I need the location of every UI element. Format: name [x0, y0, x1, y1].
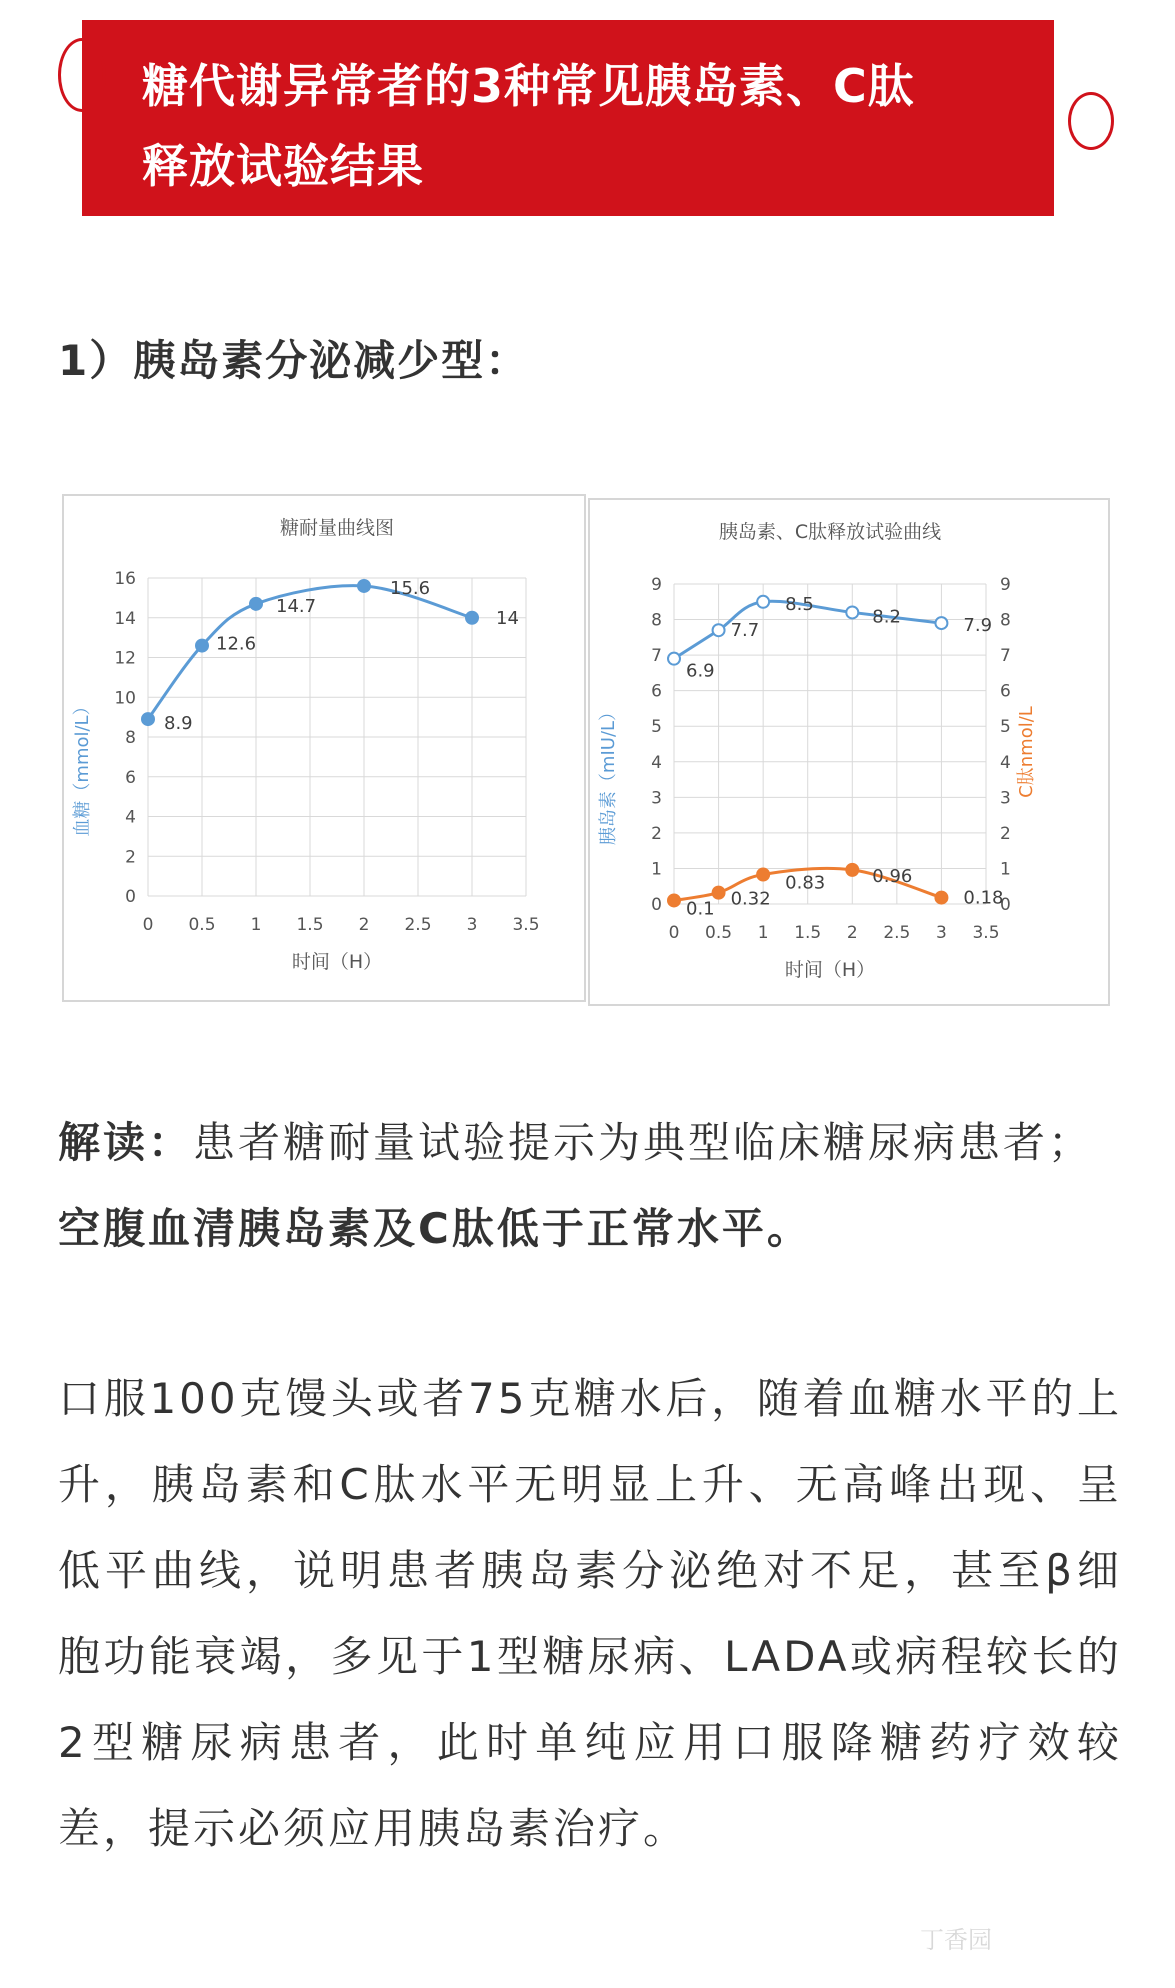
data-point — [250, 598, 262, 610]
y-tick-label: 1 — [651, 859, 662, 880]
y-tick-label: 4 — [651, 752, 662, 773]
y2-tick-label: 8 — [1000, 610, 1011, 631]
x-axis-label: 时间（H） — [291, 951, 383, 973]
data-point — [713, 624, 725, 636]
data-label: 0.96 — [872, 865, 913, 887]
y-tick-label: 6 — [125, 767, 136, 788]
y2-tick-label: 5 — [1000, 717, 1011, 738]
y-axis-label: 血糖（mmol/L） — [72, 697, 93, 837]
interpretation-text: 患者糖耐量试验提示为典型临床糖尿病患者； — [193, 1118, 1094, 1167]
y-tick-label: 8 — [651, 610, 662, 631]
y-tick-label: 16 — [114, 569, 136, 589]
data-point — [466, 612, 478, 624]
y-tick-label: 2 — [125, 847, 136, 868]
data-label: 0.32 — [730, 888, 771, 910]
data-label: 12.6 — [216, 633, 257, 655]
data-point — [668, 894, 680, 906]
section-heading: 1）胰岛素分泌减少型： — [58, 336, 530, 385]
y-tick-label: 2 — [651, 823, 662, 844]
x-tick-label: 0 — [142, 915, 154, 935]
y-tick-label: 10 — [114, 688, 136, 709]
data-label: 15.6 — [390, 577, 431, 599]
x-tick-label: 3.5 — [972, 923, 1000, 943]
y-tick-label: 8 — [125, 728, 136, 748]
x-tick-label: 0 — [668, 923, 680, 943]
data-point — [196, 640, 208, 652]
data-point — [846, 864, 858, 876]
data-label: 8.5 — [785, 593, 814, 615]
explanation-paragraph: 口服100克馒头或者75克糖水后，随着血糖水平的上升，胰岛素和C肽水平无明显上升、无高峰出现、呈低平曲线，说明患者胰岛素分泌绝对不足，甚至β细胞功能衰竭，多见于1型糖尿病、LADA或病程较长的2型糖尿病患者，此时单纯应用口服降糖药疗效较差，提示必须应用胰岛素治疗。 — [58, 1374, 1122, 1853]
y-axis-label: 胰岛素（mIU/L） — [598, 702, 619, 846]
x-tick-label: 2 — [846, 923, 858, 943]
y-tick-label: 12 — [114, 648, 136, 669]
x-tick-label: 2.5 — [404, 915, 432, 935]
y2-tick-label: 1 — [1000, 859, 1011, 880]
y2-tick-label: 7 — [1000, 646, 1011, 667]
y2-axis-label: C肽nmol/L — [1016, 706, 1037, 798]
banner-title-line2: 释放试验结果 — [142, 139, 424, 193]
x-tick-label: 1.5 — [296, 915, 324, 935]
data-label: 14.7 — [276, 595, 317, 617]
interpretation-label: 解读： — [58, 1118, 194, 1167]
data-point — [142, 713, 154, 725]
data-label: 0.1 — [686, 898, 715, 920]
data-point — [757, 868, 769, 880]
y2-tick-label: 0 — [1000, 895, 1011, 915]
glucose-chart-svg — [64, 496, 588, 1004]
interpretation-paragraph — [58, 1100, 1122, 1272]
decorative-ring-right — [1068, 92, 1114, 150]
y-tick-label: 3 — [651, 788, 662, 809]
x-tick-label: 2.5 — [883, 923, 911, 943]
x-tick-label: 3.5 — [512, 915, 540, 935]
y-tick-label: 0 — [651, 895, 662, 915]
y-tick-label: 0 — [125, 887, 136, 907]
data-label: 8.2 — [872, 606, 901, 628]
insulin-chart-svg — [590, 500, 1112, 1008]
x-tick-label: 0.5 — [705, 923, 733, 943]
x-tick-label: 1.5 — [794, 923, 822, 943]
x-tick-label: 3 — [466, 915, 478, 935]
y2-tick-label: 9 — [1000, 575, 1011, 595]
insulin-cpeptide-chart — [588, 498, 1110, 1006]
data-point — [935, 617, 947, 629]
y2-tick-label: 4 — [1000, 752, 1011, 773]
y2-tick-label: 2 — [1000, 823, 1011, 844]
data-label: 0.83 — [785, 872, 826, 894]
data-point — [713, 887, 725, 899]
glucose-tolerance-chart — [62, 494, 586, 1002]
data-point — [935, 892, 947, 904]
x-tick-label: 1 — [757, 923, 769, 943]
data-label: 6.9 — [686, 660, 715, 682]
data-label: 7.7 — [730, 620, 760, 642]
data-label: 0.18 — [963, 887, 1004, 909]
chart-title: 糖耐量曲线图 — [279, 517, 395, 539]
x-tick-label: 1 — [250, 915, 262, 935]
data-point — [668, 653, 680, 665]
data-label: 7.9 — [963, 615, 993, 637]
y2-tick-label: 6 — [1000, 681, 1011, 702]
y2-tick-label: 3 — [1000, 788, 1011, 809]
interpretation-bold-text: 空腹血清胰岛素及C肽低于正常水平。 — [58, 1204, 812, 1253]
banner-title-line1: 糖代谢异常者的3种常见胰岛素、C肽 — [142, 59, 915, 113]
data-point — [846, 606, 858, 618]
x-tick-label: 2 — [358, 915, 370, 935]
watermark-text: 丁香园 — [920, 1926, 992, 1954]
x-axis-label: 时间（H） — [784, 959, 876, 981]
data-label: 14 — [496, 607, 519, 629]
data-point — [358, 580, 370, 592]
y-tick-label: 5 — [651, 717, 662, 738]
chart-title: 胰岛素、C肽释放试验曲线 — [718, 521, 942, 543]
y-tick-label: 6 — [651, 681, 662, 702]
title-banner — [82, 20, 1054, 216]
y-tick-label: 14 — [114, 608, 136, 629]
decorative-ring-left — [58, 38, 106, 112]
data-label: 8.9 — [164, 713, 193, 735]
x-tick-label: 0.5 — [188, 915, 216, 935]
data-point — [757, 596, 769, 608]
y-tick-label: 7 — [651, 646, 662, 667]
y-tick-label: 9 — [651, 575, 662, 595]
y-tick-label: 4 — [125, 807, 136, 828]
x-tick-label: 3 — [936, 923, 947, 943]
